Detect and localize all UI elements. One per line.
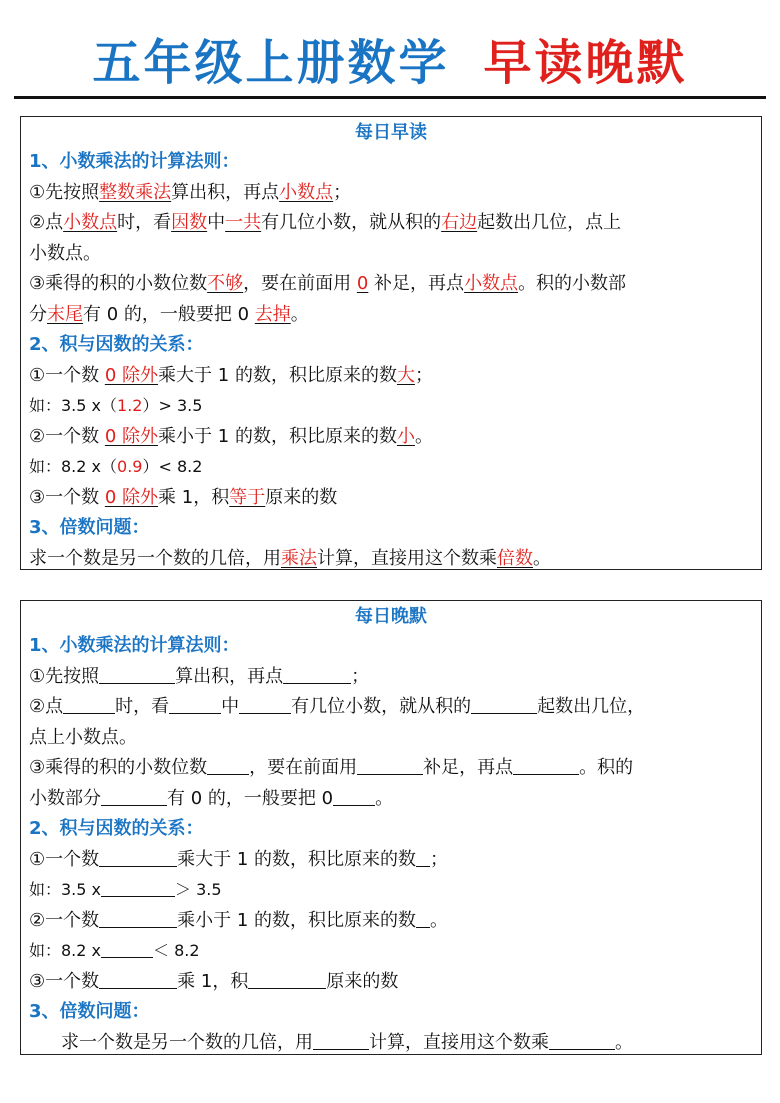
blank[interactable]	[513, 754, 579, 775]
text: ；	[333, 181, 352, 203]
text: ②点	[29, 696, 64, 717]
evening-heading: 每日晚默	[355, 606, 427, 627]
text: ①一个数	[29, 848, 100, 870]
answer: 0	[356, 273, 369, 294]
text: 补足，再点	[368, 273, 465, 294]
text: 有 0 的，一般要把 0	[167, 787, 334, 809]
text: 如：8.2 x（	[29, 457, 118, 476]
rule-line-3-cont	[21, 784, 761, 815]
rule-line-3-cont	[21, 300, 761, 331]
text: 。	[290, 303, 309, 325]
rule-line-2	[21, 208, 761, 239]
answer: 1.2	[117, 396, 143, 415]
text: 起数出几位，点上	[477, 212, 622, 233]
text: 补足，再点	[423, 757, 514, 778]
text: 计算，直接用这个数乘	[317, 547, 497, 569]
text: 。	[615, 1031, 633, 1053]
answer: 0.9	[117, 457, 143, 476]
example-line-2	[21, 452, 761, 483]
answer: 大	[396, 364, 415, 386]
text: 。	[430, 909, 449, 931]
evening-dictation-box	[20, 600, 762, 1055]
rule-line-1	[21, 178, 761, 209]
text: ③乘得的积的小数位数	[29, 757, 208, 778]
section-1-heading: 1、小数乘法的计算法则：	[29, 635, 240, 656]
blank[interactable]	[333, 785, 375, 806]
morning-reading-box	[20, 116, 762, 570]
answer: 0 除外	[104, 364, 159, 386]
blank[interactable]	[99, 968, 177, 989]
relation-line-2	[21, 906, 761, 937]
text: ；	[414, 364, 433, 386]
blank[interactable]	[169, 693, 221, 714]
answer: 小数点	[63, 212, 118, 233]
rule-line-2-cont: 小数点。	[29, 242, 101, 264]
text: ②点	[29, 212, 64, 233]
text: ①先按照	[29, 665, 100, 687]
text: ③乘得的积的小数位数	[29, 273, 208, 294]
text: 乘 1，积	[177, 970, 249, 992]
blank[interactable]	[101, 876, 175, 897]
title-main: 五年级上册数学	[92, 35, 450, 91]
blank[interactable]	[313, 1029, 369, 1050]
text: ；	[430, 848, 449, 870]
text: ）> 3.5	[142, 396, 203, 415]
section-2-heading: 2、积与因数的关系：	[29, 334, 204, 355]
answer: 去掉	[254, 303, 291, 325]
answer: 不够	[207, 273, 244, 294]
answer: 一共	[225, 212, 262, 233]
blank[interactable]	[99, 846, 177, 867]
example-line-1	[21, 391, 761, 422]
text: 计算，直接用这个数乘	[369, 1031, 549, 1053]
relation-line-3	[21, 967, 761, 998]
text: 乘小于 1 的数，积比原来的数	[177, 909, 417, 931]
text: 。	[414, 425, 433, 447]
text: 时，看	[117, 212, 172, 233]
text: ①先按照	[29, 181, 100, 203]
text: 乘小于 1 的数，积比原来的数	[158, 425, 397, 447]
answer: 小数点	[464, 273, 519, 294]
section-3-heading: 3、倍数问题：	[29, 517, 150, 538]
text: ②一个数	[29, 425, 105, 447]
text: ）< 8.2	[142, 457, 203, 476]
answer: 0 除外	[104, 425, 159, 447]
blank[interactable]	[283, 663, 351, 684]
answer: 末尾	[47, 303, 83, 325]
title-sub: 早读晚默	[483, 35, 688, 91]
text: ③一个数	[29, 970, 100, 992]
text: 如：8.2 x	[29, 941, 102, 960]
multiple-line	[21, 1028, 761, 1059]
example-line-2	[21, 936, 761, 967]
rule-line-2	[21, 692, 761, 723]
text: 如：3.5 x（	[29, 396, 118, 415]
text: 分	[29, 303, 47, 325]
title-rule	[14, 96, 766, 99]
blank[interactable]	[63, 693, 115, 714]
text: ，要在前面用	[249, 757, 358, 778]
blank[interactable]	[101, 785, 167, 806]
text: ③一个数	[29, 486, 105, 508]
answer: 等于	[229, 486, 266, 508]
text: 时，看	[115, 696, 170, 717]
morning-heading: 每日早读	[355, 122, 427, 143]
blank[interactable]	[99, 907, 177, 928]
text: 乘大于 1 的数，积比原来的数	[158, 364, 397, 386]
rule-line-2-cont: 点上小数点。	[29, 726, 137, 748]
blank[interactable]	[101, 937, 153, 958]
text: 乘大于 1 的数，积比原来的数	[177, 848, 417, 870]
text: 有几位小数，就从积的	[261, 212, 442, 233]
blank[interactable]	[471, 693, 537, 714]
rule-line-3	[21, 753, 761, 784]
text: 乘 1，积	[158, 486, 230, 508]
answer: 右边	[441, 212, 478, 233]
text: 有几位小数，就从积的	[291, 696, 472, 717]
text: 原来的数	[265, 486, 338, 508]
text: 求一个数是另一个数的几倍，用	[61, 1031, 313, 1053]
text: ②一个数	[29, 909, 100, 931]
answer: 倍数	[497, 547, 533, 569]
section-1-heading: 1、小数乘法的计算法则：	[29, 151, 240, 172]
text: 。	[375, 787, 394, 809]
blank[interactable]	[207, 754, 249, 775]
relation-line-1	[21, 361, 761, 392]
answer: 小	[396, 425, 415, 447]
text: 算出积，再点	[175, 665, 284, 687]
text: 起数出几位，	[537, 696, 646, 717]
blank[interactable]	[416, 846, 430, 867]
page-title	[0, 28, 780, 98]
text: ＜ 8.2	[153, 941, 200, 960]
blank[interactable]	[99, 663, 175, 684]
answer: 整数乘法	[99, 181, 172, 203]
text: 。	[533, 547, 551, 569]
text: ，要在前面用	[243, 273, 357, 294]
text: 求一个数是另一个数的几倍，用	[29, 547, 281, 569]
section-3-heading: 3、倍数问题：	[29, 1001, 150, 1022]
text: 如：3.5 x	[29, 880, 102, 899]
text: 有 0 的，一般要把 0	[83, 303, 255, 325]
text: 算出积，再点	[171, 181, 280, 203]
answer: 乘法	[281, 547, 317, 569]
section-2-heading: 2、积与因数的关系：	[29, 818, 204, 839]
text: ＞ 3.5	[175, 880, 222, 899]
blank[interactable]	[248, 968, 326, 989]
text: 原来的数	[326, 970, 399, 992]
text: 中	[207, 212, 226, 233]
text: 。积的小数部	[518, 273, 627, 294]
blank[interactable]	[416, 907, 430, 928]
answer: 0 除外	[104, 486, 159, 508]
relation-line-3	[21, 483, 761, 514]
example-line-1	[21, 875, 761, 906]
rule-line-1	[21, 662, 761, 693]
relation-line-1	[21, 845, 761, 876]
text: ①一个数	[29, 364, 105, 386]
text: 。积的	[579, 757, 634, 778]
relation-line-2	[21, 422, 761, 453]
multiple-line	[21, 544, 761, 575]
text: 中	[221, 696, 240, 717]
blank[interactable]	[549, 1029, 615, 1050]
rule-line-3	[21, 269, 761, 300]
blank[interactable]	[357, 754, 423, 775]
text: 小数部分	[29, 787, 101, 809]
answer: 小数点	[279, 181, 334, 203]
answer: 因数	[171, 212, 208, 233]
blank[interactable]	[239, 693, 291, 714]
text: ；	[351, 665, 370, 687]
